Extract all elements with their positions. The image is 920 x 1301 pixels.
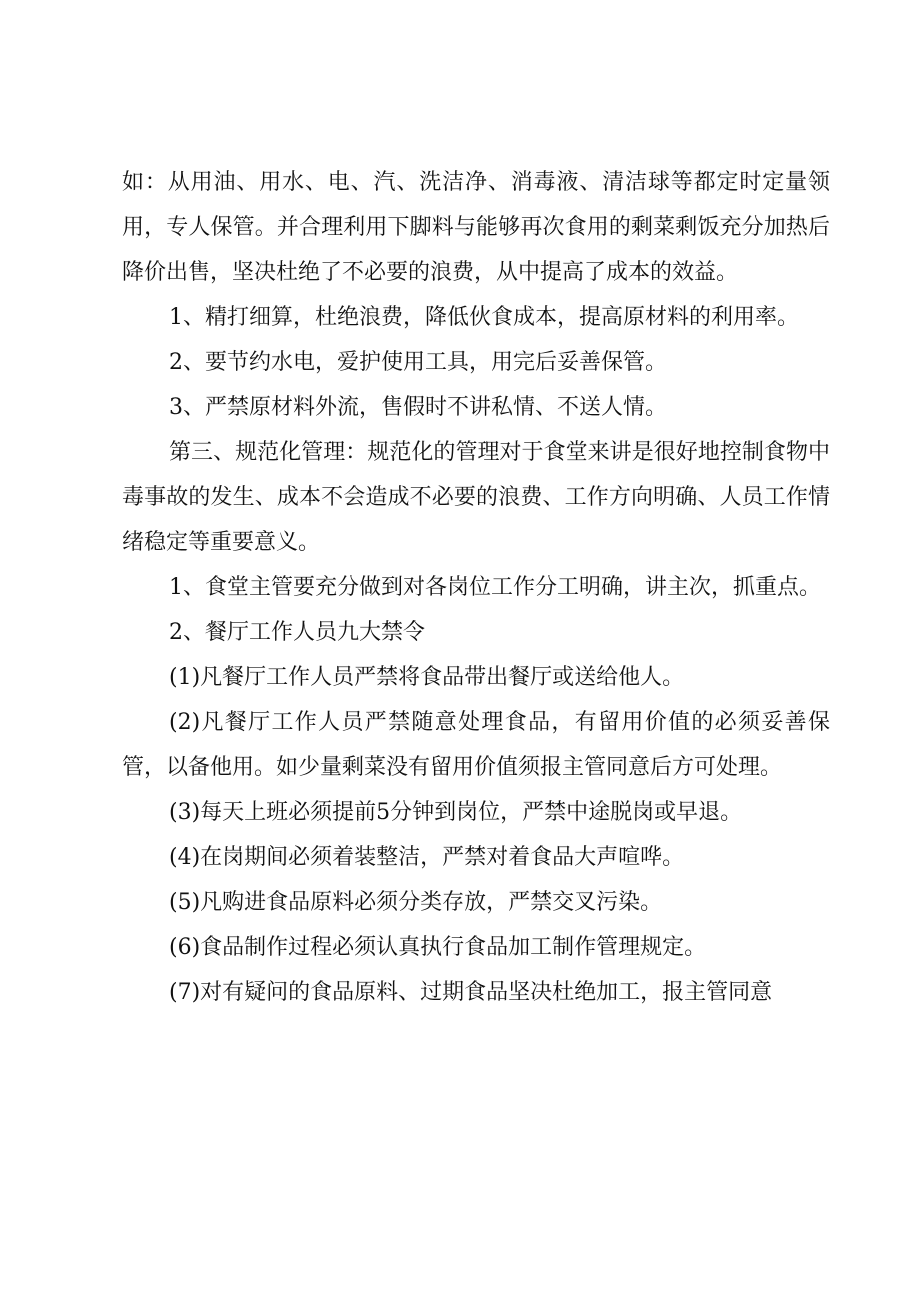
list-item: (3)每天上班必须提前5分钟到岗位，严禁中途脱岗或早退。 [169, 800, 743, 825]
list-item: (5)凡购进食品原料必须分类存放，严禁交叉污染。 [169, 890, 663, 915]
paragraph: 第三、规范化管理：规范化的管理对于食堂来讲是很好地控制食物中毒事故的发生、成本不会造成不必要的浪费、工作方向明确、人员工作情绪稳定等重要意义。 [122, 440, 830, 555]
list-item: (6)食品制作过程必须认真执行食品加工制作管理规定。 [169, 935, 707, 960]
paragraph: 1、食堂主管要充分做到对各岗位工作分工明确，讲主次，抓重点。 [169, 575, 821, 600]
list-item: (2)凡餐厅工作人员严禁随意处理食品，有留用价值的必须妥善保管，以备他用。如少量剩菜没有留用价值须报主管同意后方可处理。 [122, 710, 830, 780]
paragraph: 如：从用油、用水、电、汽、洗洁净、消毒液、清洁球等都定时定量领用，专人保管。并合理利用下脚料与能够再次食用的剩菜剩饭充分加热后降价出售，坚决杜绝了不必要的浪费，从中提高了成本的效益。 [122, 170, 830, 285]
paragraph: 3、严禁原材料外流，售假时不讲私情、不送人情。 [169, 395, 667, 420]
list-item: (7)对有疑问的食品原料、过期食品坚决杜绝加工，报主管同意 [169, 980, 773, 1005]
paragraph: 2、餐厅工作人员九大禁令 [169, 620, 425, 645]
paragraph: 2、要节约水电，爱护使用工具，用完后妥善保管。 [169, 350, 667, 375]
document-body [122, 160, 830, 1015]
list-item: (4)在岗期间必须着装整洁，严禁对着食品大声喧哗。 [169, 845, 685, 870]
paragraph: 1、精打细算，杜绝浪费，降低伙食成本，提高原材料的利用率。 [169, 305, 799, 330]
list-item: (1)凡餐厅工作人员严禁将食品带出餐厅或送给他人。 [169, 665, 685, 690]
